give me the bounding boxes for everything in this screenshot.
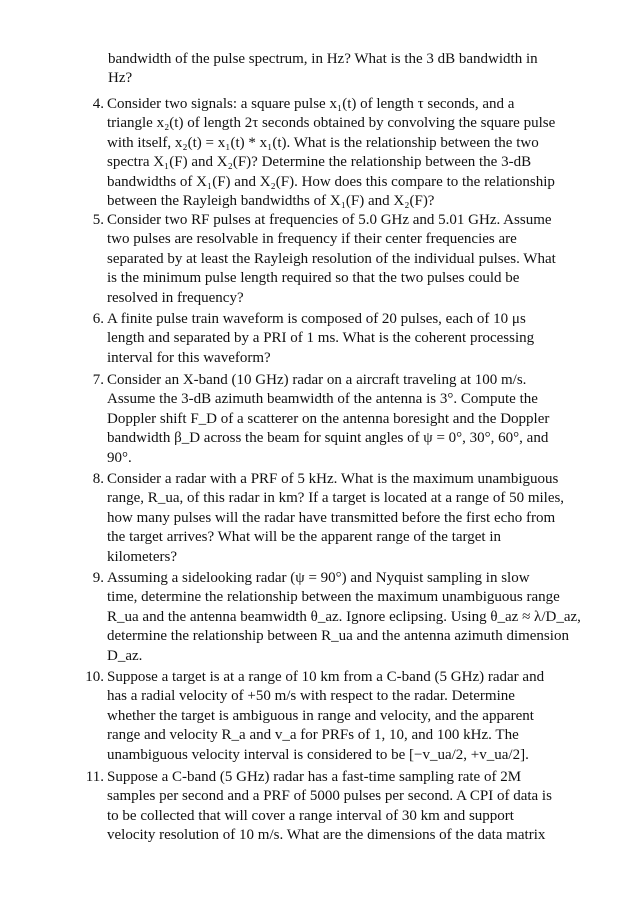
text-line: spectra X₁(F) and X₂(F)? Determine the relationship between the 3-dB	[107, 154, 532, 171]
problem-8	[78, 470, 583, 567]
text-line: is the minimum pulse length required so that the two pulses could be	[107, 270, 520, 287]
problem-10	[78, 668, 583, 765]
text-line: samples per second and a PRF of 5000 pulses per second. A CPI of data is	[107, 788, 552, 805]
problem-number: 10.	[85, 669, 104, 685]
text-line: how many pulses will the radar have transmitted before the first echo from	[107, 509, 556, 526]
text-line: unambiguous velocity interval is considered to be [−v_ua/2, +v_ua/2].	[107, 746, 529, 763]
text-line: Consider a radar with a PRF of 5 kHz. What is the maximum unambiguous	[107, 471, 559, 487]
text-line: determine the relationship between R_ua and the antenna azimuth dimension	[107, 628, 569, 645]
text-line: Assume the 3-dB azimuth beamwidth of the antenna is 3°. Compute the	[107, 391, 538, 408]
text-line: range, R_ua, of this radar in km? If a target is located at a range of 50 miles,	[107, 490, 565, 507]
text-line: to be collected that will cover a range interval of 30 km and support	[107, 807, 514, 824]
text-line: bandwidth β_D across the beam for squint angles of ψ = 0°, 30°, 60°, and	[107, 430, 549, 447]
text-line: Doppler shift F_D of a scatterer on the antenna boresight and the Doppler	[107, 410, 550, 427]
text-line: between the Rayleigh bandwidths of X₁(F) and X₂(F)?	[107, 193, 435, 210]
problem-number: 11.	[85, 769, 104, 785]
text-line: Hz?	[108, 70, 133, 87]
problem-number: 6.	[92, 311, 104, 327]
problem-11	[78, 768, 583, 846]
text-line: whether the target is ambiguous in range and velocity, and the apparent	[107, 707, 534, 724]
text-line: has a radial velocity of +50 m/s with respect to the radar. Determine	[107, 688, 515, 705]
text-line: length and separated by a PRI of 1 ms. What is the coherent processing	[107, 330, 535, 347]
text-line: kilometers?	[107, 548, 177, 565]
text-line: velocity resolution of 10 m/s. What are the dimensions of the data matrix	[107, 827, 546, 844]
text-line: Consider two RF pulses at frequencies of 5.0 GHz and 5.01 GHz. Assume	[107, 212, 552, 228]
text-line: Suppose a C-band (5 GHz) radar has a fast-time sampling rate of 2M	[107, 769, 522, 785]
text-line: with itself, x₂(t) = x₁(t) * x₁(t). What is the relationship between the two	[107, 134, 539, 151]
text-line: separated by at least the Rayleigh resolution of the individual pulses. What	[107, 250, 556, 267]
problem-number: 7.	[92, 372, 104, 388]
text-line: Consider two signals: a square pulse x₁(t) of length τ seconds, and a	[107, 96, 515, 112]
problem-3-continuation	[108, 50, 578, 89]
text-line: Assuming a sidelooking radar (ψ = 90°) and Nyquist sampling in slow	[107, 570, 530, 586]
problem-number: 9.	[92, 570, 104, 586]
text-line: triangle x₂(t) of length 2τ seconds obtained by convolving the square pulse	[107, 115, 556, 132]
text-line: bandwidth of the pulse spectrum, in Hz? What is the 3 dB bandwidth in	[108, 51, 538, 67]
problem-5	[78, 211, 583, 308]
problem-9	[78, 569, 583, 666]
problem-4	[78, 95, 583, 211]
text-line: interval for this waveform?	[107, 349, 271, 366]
text-line: Consider an X-band (10 GHz) radar on a aircraft traveling at 100 m/s.	[107, 372, 527, 388]
text-line: D_az.	[107, 647, 143, 664]
text-line: the target arrives? What will be the apparent range of the target in	[107, 529, 502, 546]
text-line: range and velocity R_a and v_a for PRFs of 1, 10, and 100 kHz. The	[107, 727, 519, 744]
text-line: time, determine the relationship between the maximum unambiguous range	[107, 589, 560, 606]
problem-number: 5.	[92, 212, 104, 228]
text-line: bandwidths of X₁(F) and X₂(F). How does this compare to the relationship	[107, 173, 555, 190]
problem-number: 4.	[92, 96, 104, 112]
text-line: A finite pulse train waveform is composed of 20 pulses, each of 10 μs	[107, 311, 526, 327]
problem-6	[78, 310, 583, 368]
text-line: Suppose a target is at a range of 10 km from a C-band (5 GHz) radar and	[107, 669, 545, 685]
text-line: resolved in frequency?	[107, 289, 244, 306]
problem-7	[78, 371, 583, 468]
text-line: R_ua and the antenna beamwidth θ_az. Ignore eclipsing. Using θ_az ≈ λ/D_az,	[107, 608, 581, 625]
text-line: two pulses are resolvable in frequency if their center frequencies are	[107, 231, 517, 248]
text-line: 90°.	[107, 449, 132, 466]
problem-number: 8.	[92, 471, 104, 487]
